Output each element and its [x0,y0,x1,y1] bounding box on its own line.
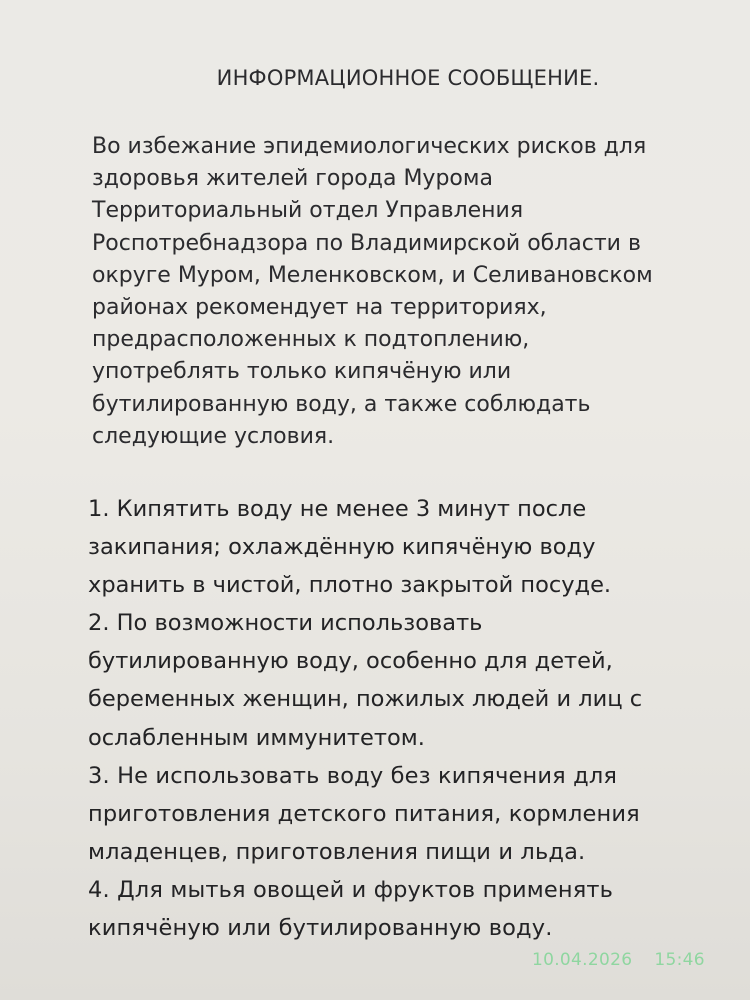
timestamp-time: 15:46 [654,950,705,970]
intro-line: бутилированную воду, а также соблюдать [92,391,591,417]
intro-line: районах рекомендует на территориях, [92,295,547,321]
intro-line: округе Муром, Меленковском, и Селивановском [92,262,653,288]
timestamp-date: 10.04.2026 [532,950,633,970]
recommendations-list [88,490,738,947]
list-line: беременных женщин, пожилых людей и лиц с [88,686,643,713]
list-line: закипания; охлаждённую кипячёную воду [88,534,596,561]
list-line: 1. Кипятить воду не менее 3 минут после [88,496,587,522]
list-line: 4. Для мытья овощей и фруктов применять [88,876,614,903]
list-line: 2. По возможности использовать [88,610,483,637]
intro-line: Территориальный отдел Управления [92,198,524,224]
list-line: приготовления детского питания, кормления [88,800,640,827]
intro-line: предрасположенных к подтоплению, [92,327,530,353]
list-line: 3. Не использовать воду без кипячения для [88,762,618,789]
list-line: бутилированную воду, особенно для детей, [88,648,613,675]
list-line: младенцев, приготовления пищи и льда. [88,838,586,865]
list-line: ослабленным иммунитетом. [88,724,425,751]
notice-title: ИНФОРМАЦИОННОЕ СООБЩЕНИЕ. [216,66,600,90]
intro-line: Во избежание эпидемиологических рисков для [92,134,647,159]
intro-line: здоровья жителей города Мурома [92,166,493,192]
intro-line: следующие условия. [92,423,335,449]
intro-line: употреблять только кипячёную или [92,359,512,385]
list-line: кипячёную или бутилированную воду. [88,915,553,942]
photo-timestamp [532,950,705,970]
intro-paragraph [92,131,742,453]
intro-line: Роспотребнадзора по Владимирской области в [92,230,641,256]
list-line: хранить в чистой, плотно закрытой посуде. [88,572,612,599]
